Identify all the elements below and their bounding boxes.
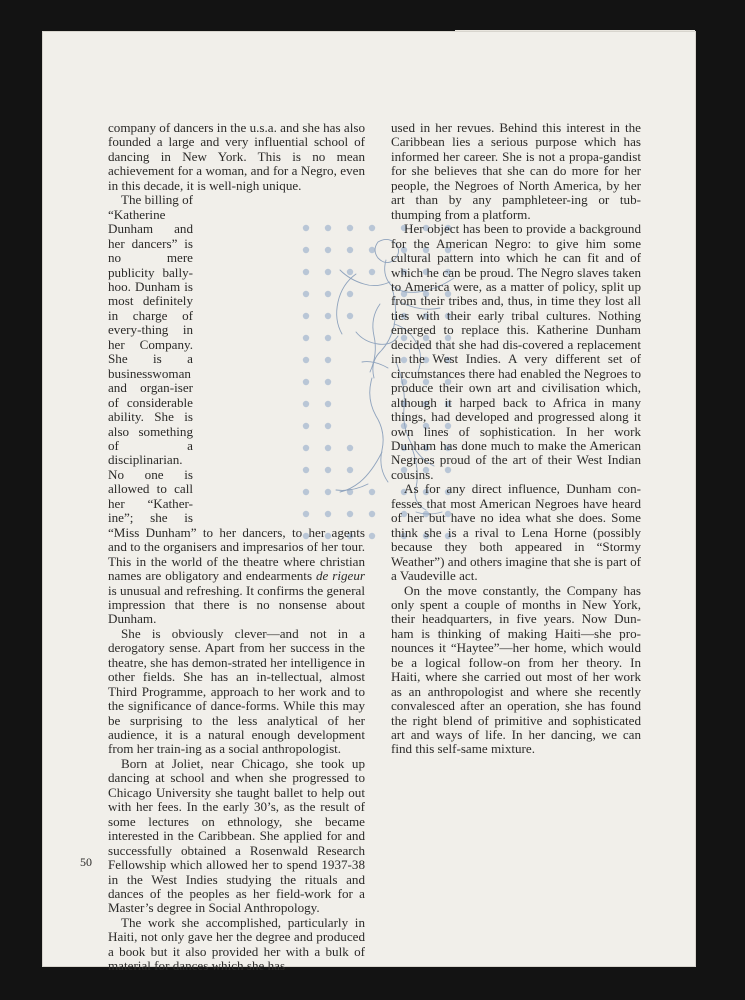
right-column (391, 121, 641, 757)
illustration-space (193, 193, 365, 521)
paragraph: used in her revues. Behind this interest in the Caribbean lies a serious purpose which has informed her career. She is not a propa-gandist for she believes that she can do more for her people, the Negroes of North America, by her art than by any pamphleteer-ing or tub-thumping from a platform. (391, 120, 641, 222)
paragraph: company of dancers in the u.s.a. and she has also founded a large and very influential school of dancing in New York. This is no mean achievement for a woman, and for a Negro, even in this decade, it is well-nigh unique. (108, 120, 365, 193)
paragraph: As for any direct influence, Dunham con-fesses that most American Negroes have heard of her but have no idea what she does. Some think she is a rival to Lena Horne (possibly because they both appeared in “Stormy Weather”) and others imagine that she is part of a Vaudeville act. (391, 481, 641, 584)
paragraph: The work she accomplished, particularly in Haiti, not only gave her the degree and produced a book but it also provided her with a bulk of material for dances which she has (108, 914, 365, 974)
left-column (108, 121, 365, 974)
text-run: is unusual and refreshing. It confirms the general impression that there is no nonsense about Dunham. (108, 582, 365, 627)
dot (369, 511, 375, 517)
paragraph: She is obviously clever—and not in a derogatory sense. Apart from her success in the theatre, she has demon-strated her intelligence in other fields. She has an in-tellectual, almost Third Programme, approach to her work and to the significance of dance-forms. While this may be surprising to the less analytical of her audience, it is a natural enough development from her train-ing as a social anthropologist. (108, 625, 365, 757)
dot (369, 533, 375, 539)
paragraph: On the move constantly, the Company has only spent a couple of months in New York, their headquarters, in five years. Now Dun-ham is thinking of making Haiti—she pro-nounces it “Haytee”—her home, which would be a logical follow-on from her theory. In Haiti, where she carried out most of her work as an anthropologist and where she recently convalesced after an operation, she has found the right blend of primitive and sophisticated art and ways of life. In her dancing, we can find this self-same mixture. (391, 582, 641, 757)
dot (369, 247, 375, 253)
paragraph: Born at Joliet, near Chicago, she took up dancing at school and when she progressed to Chicago University she taught ballet to help out with her fees. In the early 30’s, as the result of some lectures on ethnology, she became interested in the Caribbean. She applied for and successfully obtained a Rosenwald Research Fellowship which allowed her to spend 1937-38 in the West Indies studying the rituals and dances of the peoples as her field-work for a Master’s degree in Social Anthropology. (108, 755, 365, 916)
paragraph: Her object has been to provide a background for the American Negro: to give him some cultural pattern into which he can fit and of which he can be proud. The Negro slaves taken to America were, as a matter of policy, split up from their tribes and, thus, in time they lost all ties with their early tribal cultures. Nothing emerged to replace this. Katherine Dunham decided that she had dis-covered a replacement in the West Indies. A very different set of circumstances there had enabled the Negroes to produce their own art and civilisation which, although it harped back to Africa in many things, had developed and progressed along it own lines of sophistication. In her work Dunham has done much to make the American Negroes proud of the art of their West Indian cousins. (391, 221, 641, 482)
page-number: 50 (80, 855, 92, 869)
dot (369, 225, 375, 231)
dot (369, 269, 375, 275)
dot (369, 489, 375, 495)
italic-phrase: de rigeur (315, 568, 366, 584)
text-run: The billing of “Katherine Dunham and her dancers” is no mere publicity bally-hoo. Dunham is most definitely in charge of every-thing in her Company. She is a businesswoman and organ-iser of considerable ability. She is also something of a disciplinarian. No one is allowed to call her “Kather-ine”; she is “Miss Dunham” to her dancers, to her agents and to the organisers and impresarios of her tour. This in the world of the theatre where christian names are obligatory and endearments (108, 192, 365, 584)
